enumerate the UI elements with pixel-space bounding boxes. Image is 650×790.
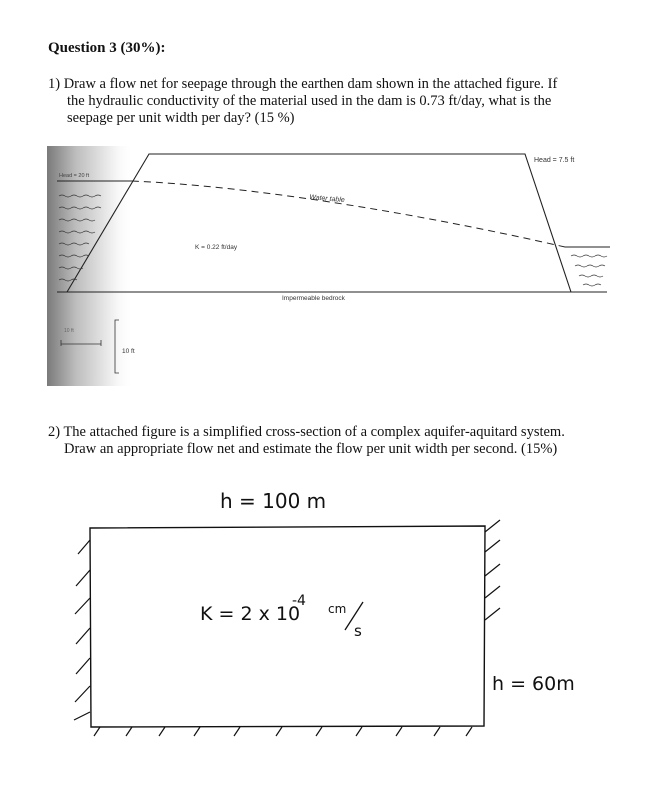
head-left-label: Head = 20 ft [59, 173, 90, 179]
part1-line2: the hydraulic conductivity of the material used in the dam is 0.73 ft/day, what is the [67, 93, 552, 109]
scale-h-label: 10 ft [64, 328, 74, 334]
water-table-label: Water table [308, 194, 345, 205]
aquifer-box [90, 526, 485, 727]
k-label: K = 0.22 ft/day [195, 244, 238, 251]
right-hatch [485, 520, 500, 620]
left-hatch [74, 540, 90, 720]
k-units-numerator: cm [328, 602, 347, 616]
part2-line1: 2) The attached figure is a simplified cross-section of a complex aquifer-aquitard system. [48, 424, 565, 440]
question-title: Question 3 (30%): [48, 40, 166, 56]
part1-line1: 1) Draw a flow net for seepage through the earthen dam shown in the attached figure. If [48, 76, 558, 92]
h-top-label: h = 100 m [220, 489, 327, 513]
part1-line3: seepage per unit width per day? (15 %) [67, 110, 295, 126]
bedrock-label: Impermeable bedrock [282, 295, 345, 302]
h-right-label: h = 60m [492, 673, 575, 695]
scale-v-label: 10 ft [122, 348, 135, 355]
right-water-waves [571, 255, 607, 286]
question-part-1 [48, 76, 618, 127]
part2-line2: Draw an appropriate flow net and estimate the flow per unit width per second. (15%) [64, 441, 558, 457]
k-units-denominator: s [354, 622, 362, 640]
question-part-2 [48, 424, 623, 458]
aquifer-figure [60, 480, 600, 750]
bottom-hatch [94, 727, 472, 736]
head-right-label: Head = 7.5 ft [534, 157, 575, 164]
k-base-label: K = 2 x 10 [200, 603, 301, 625]
dam-figure [47, 146, 614, 386]
k-exponent: -4 [292, 593, 306, 609]
